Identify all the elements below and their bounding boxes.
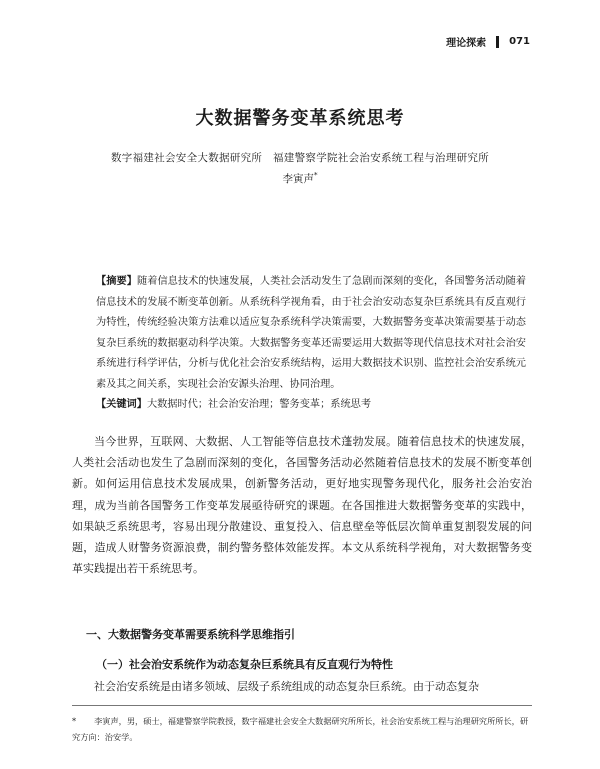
author-line xyxy=(0,171,600,186)
running-head-section: 理论探索 xyxy=(446,38,487,49)
footnote-mark: * xyxy=(72,716,77,726)
abstract xyxy=(96,272,526,395)
article-title: 大数据警务变革系统思考 xyxy=(195,108,405,129)
body-paragraph-2: 社会治安系统是由诸多领域、层级子系统组成的动态复杂巨系统。由于动态复杂 xyxy=(94,680,479,693)
author-name: 李寅声 xyxy=(282,173,314,185)
page-number: 071 xyxy=(509,36,530,47)
author-affiliation: 数字福建社会安全大数据研究所 福建警察学院社会治安系统工程与治理研究所 xyxy=(111,152,489,164)
abstract-text: 随着信息技术的快速发展，人类社会活动发生了急剧而深刻的变化，各国警务活动随着信息技术的发展不断变革创新。从系统科学视角看，由于社会治安动态复杂巨系统具有反直观行为特性，传统经验决策方法难以适应复杂系统科学决策需要，大数据警务变革决策需要基于动态复杂巨系统的数据驱动科学决策。大数据警务变革还需要运用大数据等现代信息技术对社会治安系统进行科学评估，分析与优化社会治安系统结构，运用大数据技术识别、监控社会治安系统元素及其之间关系，实现社会治安源头治理、协同治理。 xyxy=(96,276,527,390)
abstract-label: 【摘要】 xyxy=(96,276,137,287)
keywords xyxy=(96,395,526,415)
running-head-divider xyxy=(496,36,499,48)
footnote-divider xyxy=(72,705,532,706)
author-footnote-mark: * xyxy=(314,171,318,180)
subsection-heading-1: （一）社会治安系统作为动态复杂巨系统具有反直观行为特性 xyxy=(96,658,393,671)
footnote xyxy=(72,713,532,745)
section-heading-1: 一、大数据警务变革需要系统科学思维指引 xyxy=(86,628,295,641)
keywords-label: 【关键词】 xyxy=(96,399,147,410)
running-head xyxy=(446,34,530,49)
keywords-text: 大数据时代；社会治安治理；警务变革；系统思考 xyxy=(146,399,372,410)
footnote-text: 李寅声，男，硕士，福建警察学院教授，数字福建社会安全大数据研究所所长，社会治安系统工程与治理研究所所长，研究方向：治安学。 xyxy=(72,716,529,742)
body-paragraph-1: 当今世界，互联网、大数据、人工智能等信息技术蓬勃发展。随着信息技术的快速发展，人类社会活动也发生了急剧而深刻的变化，各国警务活动必然随着信息技术的发展不断变革创新。如何运用信息技术发展成果，创新警务活动，更好地实现警务现代化，服务社会治安治理，成为当前各国警务工作变革发展亟待研究的课题。在各国推进大数据警务变革的实践中，如果缺乏系统思考，容易出现分散建设、重复投入、信息壁垒等低层次简单重复割裂发展的问题，造成人财警务资源浪费，制约警务整体效能发挥。本文从系统科学视角，对大数据警务变革实践提出若干系统思考。 xyxy=(72,435,532,576)
